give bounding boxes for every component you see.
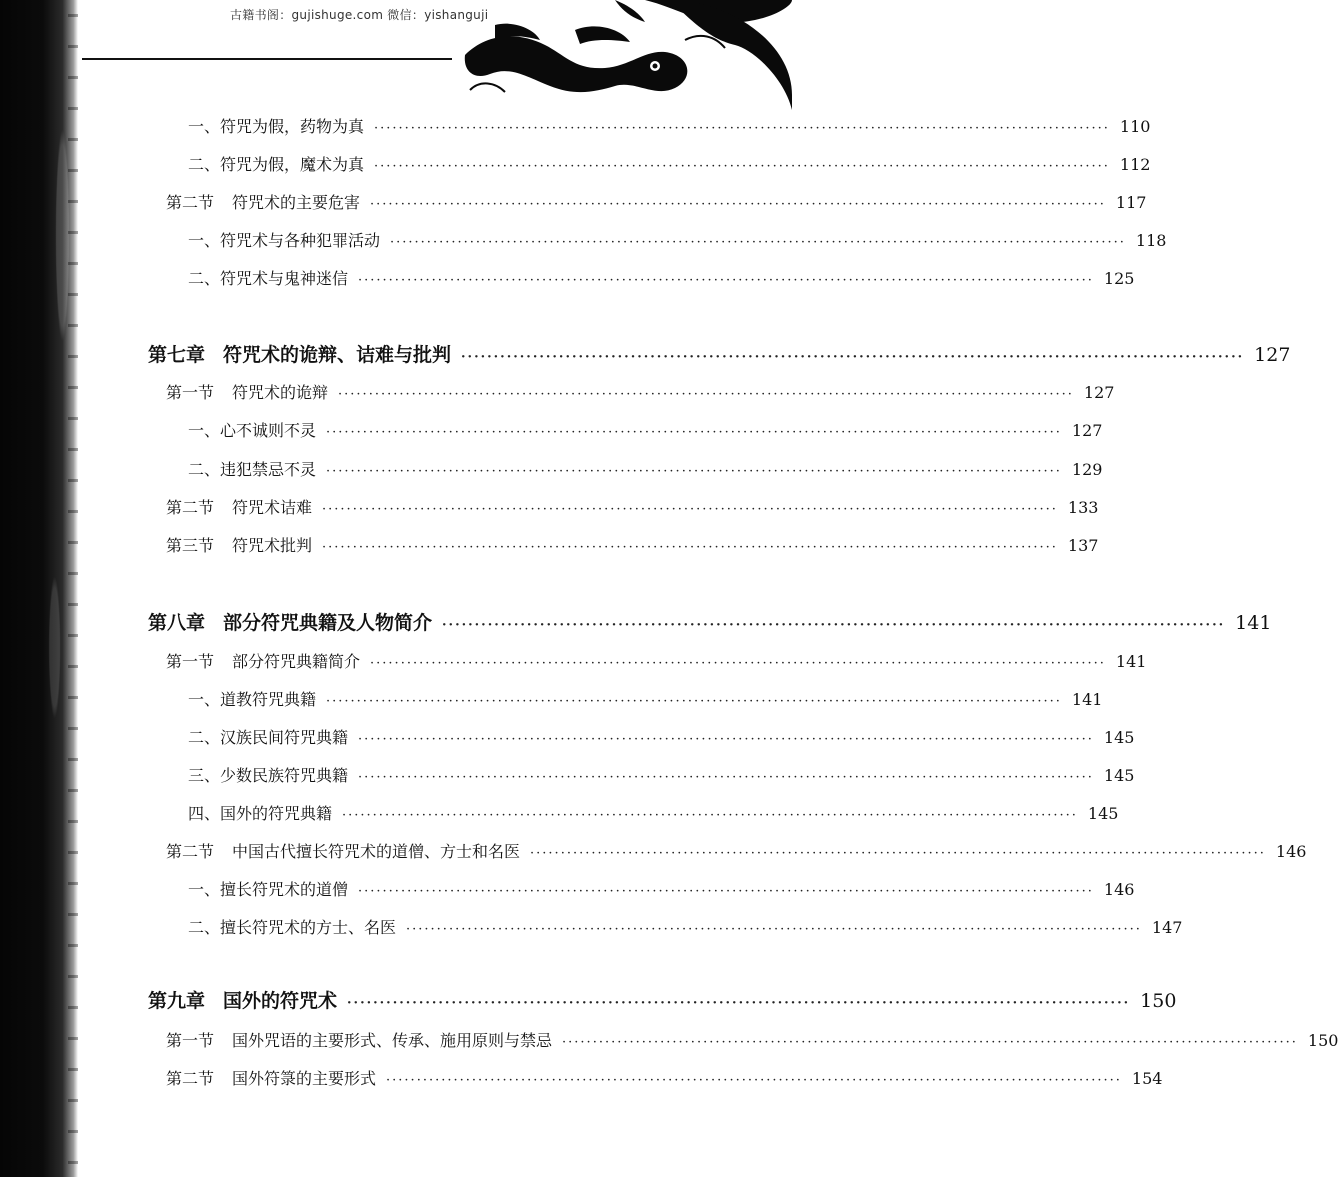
toc-title (166, 493, 312, 523)
toc-section-row (166, 531, 1099, 561)
toc-page-number: 129 (1071, 460, 1103, 479)
toc-page-number: 146 (1103, 880, 1135, 899)
toc-page-number: 150 (1307, 1031, 1338, 1050)
toc-title-text: 一、符咒术与各种犯罪活动 (188, 231, 381, 250)
toc-title (148, 608, 432, 638)
toc-title (166, 188, 360, 218)
toc-section-row (166, 837, 1307, 867)
toc-label: 第九章 (148, 990, 206, 1012)
dot-leader: ························································································································ (322, 540, 1058, 555)
dot-leader: ························································································································ (386, 1073, 1122, 1088)
dot-leader: ························································································································ (358, 732, 1094, 747)
toc-title (188, 150, 364, 180)
toc-item-row (188, 799, 1119, 829)
watermark-text: 古籍书阁：gujishuge.com 微信：yishanguji (230, 8, 489, 22)
toc-item-row (188, 455, 1103, 485)
dot-leader: ························································································································ (461, 350, 1245, 365)
toc-item-row (188, 685, 1103, 715)
toc-title (188, 264, 348, 294)
toc-title (188, 685, 316, 715)
toc-label: 第二节 (166, 842, 215, 861)
toc-page-number: 127 (1071, 421, 1103, 440)
toc-label: 第二节 (166, 498, 215, 517)
dot-leader: ························································································································ (530, 846, 1266, 861)
toc-title (166, 1026, 552, 1056)
toc-title (166, 378, 328, 408)
toc-page-number: 141 (1115, 652, 1147, 671)
toc-title (188, 226, 380, 256)
toc-page-number: 117 (1115, 193, 1147, 212)
toc-title-text: 国外符箓的主要形式 (232, 1069, 377, 1088)
toc-title (188, 913, 396, 943)
toc-title (188, 799, 332, 829)
dot-leader: ························································································································ (326, 464, 1062, 479)
toc-page-number: 141 (1235, 612, 1272, 634)
dot-leader: ························································································································ (374, 159, 1110, 174)
toc-item-row (188, 913, 1183, 943)
toc-title (188, 761, 348, 791)
toc-title-text: 二、汉族民间符咒典籍 (188, 728, 349, 747)
toc-page-number: 141 (1071, 690, 1103, 709)
toc-page-number: 147 (1151, 918, 1183, 937)
toc-page-number: 118 (1135, 231, 1167, 250)
toc-title-text: 部分符咒典籍及人物简介 (223, 612, 433, 634)
toc-title-text: 符咒术的诡辩、诘难与批判 (223, 344, 452, 366)
toc-title-text: 二、擅长符咒术的方士、名医 (188, 918, 397, 937)
toc-title-text: 一、道教符咒典籍 (188, 690, 317, 709)
dot-leader: ························································································································ (562, 1035, 1298, 1050)
toc-label: 第一节 (166, 652, 215, 671)
toc-chapter-row (148, 986, 1177, 1016)
dot-leader: ························································································································ (370, 197, 1106, 212)
toc-section-row (166, 188, 1147, 218)
toc-title-text: 一、符咒为假，药物为真 (188, 117, 365, 136)
toc-title (166, 1064, 376, 1094)
toc-title-text: 部分符咒典籍简介 (232, 652, 361, 671)
toc-label: 第二节 (166, 1069, 215, 1088)
dot-leader: ························································································································ (406, 922, 1142, 937)
toc-item-row (188, 264, 1135, 294)
toc-item-row (188, 112, 1151, 142)
toc-label: 第七章 (148, 344, 206, 366)
toc-title-text: 国外咒语的主要形式、传承、施用原则与禁忌 (232, 1031, 553, 1050)
toc-title (188, 416, 316, 446)
toc-section-row (166, 493, 1099, 523)
dot-leader: ························································································································ (374, 121, 1110, 136)
toc-title-text: 三、少数民族符咒典籍 (188, 766, 349, 785)
toc-label: 第一节 (166, 1031, 215, 1050)
toc-label: 第一节 (166, 383, 215, 402)
toc-title (188, 455, 316, 485)
toc-section-row (166, 378, 1115, 408)
dot-leader: ························································································································ (358, 884, 1094, 899)
toc-item-row (188, 150, 1151, 180)
dot-leader: ························································································································ (358, 770, 1094, 785)
toc-item-row (188, 416, 1103, 446)
toc-title (188, 112, 364, 142)
dot-leader: ························································································································ (442, 618, 1226, 633)
toc-title (188, 723, 348, 753)
toc-title (166, 647, 360, 677)
toc-title (148, 986, 337, 1016)
toc-page-number: 110 (1119, 117, 1151, 136)
toc-page-number: 137 (1067, 536, 1099, 555)
toc-title (166, 837, 520, 867)
toc-title-text: 中国古代擅长符咒术的道僧、方士和名医 (232, 842, 521, 861)
toc-title-text: 符咒术的主要危害 (232, 193, 361, 212)
toc-section-row (166, 647, 1147, 677)
toc-title-text: 符咒术诘难 (232, 498, 313, 517)
toc-label: 第二节 (166, 193, 215, 212)
toc-chapter-row (148, 608, 1272, 638)
toc-title-text: 符咒术批判 (232, 536, 313, 555)
toc-item-row (188, 875, 1135, 905)
dot-leader: ························································································································ (322, 502, 1058, 517)
toc-item-row (188, 761, 1135, 791)
dot-leader: ························································································································ (326, 694, 1062, 709)
toc-page-number: 127 (1254, 344, 1291, 366)
toc-title-text: 国外的符咒术 (223, 990, 338, 1012)
toc-page-number: 145 (1087, 804, 1119, 823)
toc-title-text: 四、国外的符咒典籍 (188, 804, 333, 823)
toc-title-text: 符咒术的诡辩 (232, 383, 329, 402)
toc-label: 第八章 (148, 612, 206, 634)
toc-page-number: 133 (1067, 498, 1099, 517)
toc-title-text: 一、心不诚则不灵 (188, 421, 317, 440)
toc-title-text: 二、违犯禁忌不灵 (188, 460, 317, 479)
toc-page-number: 145 (1103, 766, 1135, 785)
toc-section-row (166, 1064, 1163, 1094)
toc-item-row (188, 723, 1135, 753)
toc-page-number: 145 (1103, 728, 1135, 747)
dot-leader: ························································································································ (338, 387, 1074, 402)
toc-page-number: 154 (1131, 1069, 1163, 1088)
dot-leader: ························································································································ (347, 996, 1131, 1011)
toc-title-text: 一、擅长符咒术的道僧 (188, 880, 349, 899)
dot-leader: ························································································································ (370, 656, 1106, 671)
toc-page-number: 127 (1083, 383, 1115, 402)
toc-title (188, 875, 348, 905)
toc-title (166, 531, 312, 561)
toc-page-number: 125 (1103, 269, 1135, 288)
toc-chapter-row (148, 340, 1291, 370)
toc-title-text: 二、符咒为假，魔术为真 (188, 155, 365, 174)
toc-title (148, 340, 451, 370)
toc-title-text: 二、符咒术与鬼神迷信 (188, 269, 349, 288)
dot-leader: ························································································································ (342, 808, 1078, 823)
toc-label: 第三节 (166, 536, 215, 555)
dot-leader: ························································································································ (390, 235, 1126, 250)
toc-page-number: 150 (1140, 990, 1177, 1012)
toc-item-row (188, 226, 1167, 256)
toc-page-number: 112 (1119, 155, 1151, 174)
dot-leader: ························································································································ (326, 425, 1062, 440)
dot-leader: ························································································································ (358, 273, 1094, 288)
toc-section-row (166, 1026, 1338, 1056)
toc-page-number: 146 (1275, 842, 1307, 861)
